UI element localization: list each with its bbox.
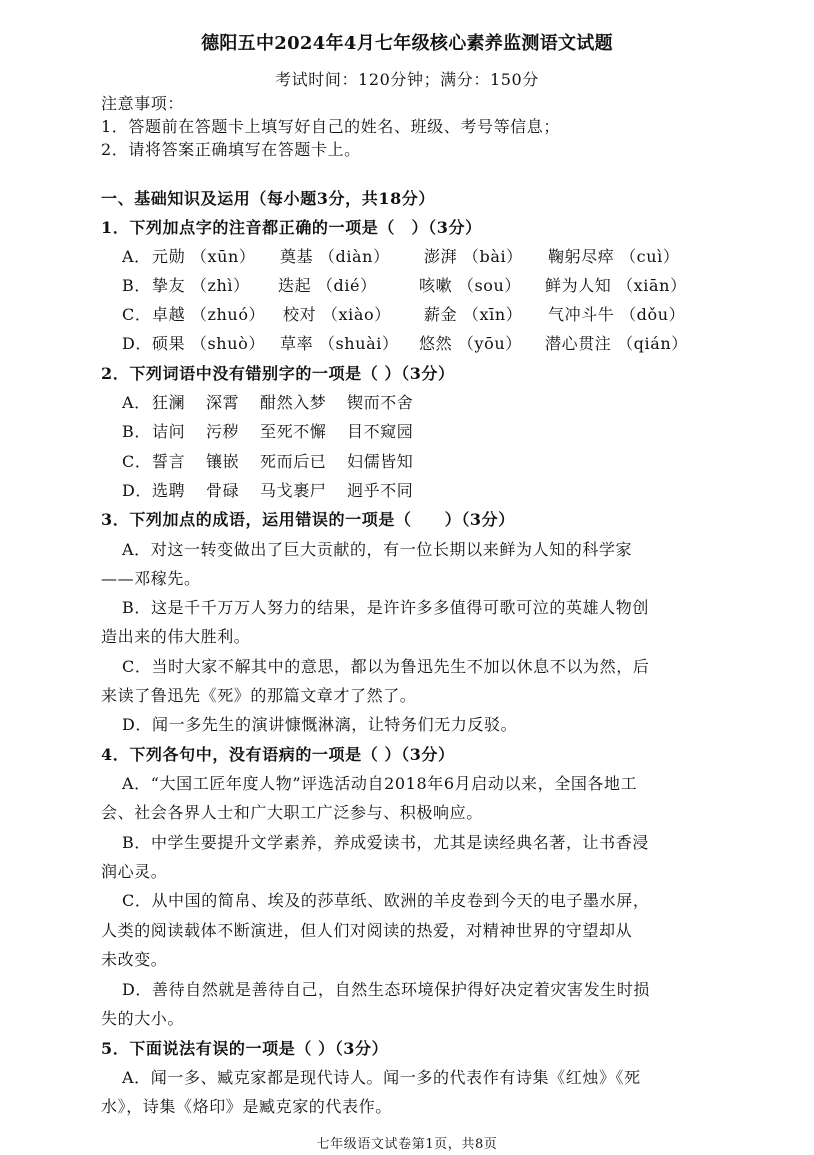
option-item: 卓越 （zhuó） xyxy=(152,305,266,324)
notice-heading: 注意事项： xyxy=(101,94,185,113)
option-label: A． xyxy=(122,393,151,412)
option-item: 锲而不舍 xyxy=(347,393,414,412)
option-item: 骨碌 xyxy=(206,481,240,500)
question-3-text-line: D．闻一多先生的演讲慷慨淋漓，让特务们无力反驳。 xyxy=(122,715,518,734)
option-item: 挚友 （zhì） xyxy=(152,276,250,295)
question-2-option-b xyxy=(122,422,542,442)
option-item: 妇儒皆知 xyxy=(347,452,414,471)
question-4-stem: 4．下列各句中，没有语病的一项是（ ）（3分） xyxy=(101,745,455,764)
option-item: 酣然入梦 xyxy=(260,393,327,412)
option-item: 咳嗽 （sou） xyxy=(419,276,522,295)
exam-info: 考试时间：120分钟；满分：150分 xyxy=(275,70,539,89)
option-item: 目不窥园 xyxy=(347,422,414,441)
option-label: A． xyxy=(122,247,151,266)
question-4-text-line: 未改变。 xyxy=(101,950,168,969)
notice-item-1: 1．答题前在答题卡上填写好自己的姓名、班级、考号等信息； xyxy=(101,117,560,136)
question-2-stem: 2．下列词语中没有错别字的一项是（ ）（3分） xyxy=(101,364,455,383)
question-2-option-d xyxy=(122,481,542,501)
option-item: 鞠躬尽瘁 （cuì） xyxy=(548,247,680,266)
question-4-text-line: C．从中国的简帛、埃及的莎草纸、欧洲的羊皮卷到今天的电子墨水屏， xyxy=(122,891,650,910)
option-item: 至死不懈 xyxy=(260,422,327,441)
option-item: 悠然 （yōu） xyxy=(419,334,522,353)
option-item: 硕果 （shuò） xyxy=(152,334,265,353)
option-item: 奠基 （diàn） xyxy=(280,247,390,266)
option-item: 誓言 xyxy=(152,452,186,471)
option-item: 马戈裹尸 xyxy=(260,481,327,500)
question-4-text-line: D．善待自然就是善待自己，自然生态环境保护得好决定着灾害发生时损 xyxy=(122,980,651,999)
option-item: 元勋 （xūn） xyxy=(152,247,256,266)
page-title: 德阳五中2024年4月七年级核心素养监测语文试题 xyxy=(201,33,613,54)
question-3-text-line: 来读了鲁迅先《死》的那篇文章才了然了。 xyxy=(101,686,417,705)
question-4-text-line: 润心灵。 xyxy=(101,862,168,881)
option-item: 污秽 xyxy=(206,422,240,441)
question-3-text-line: 造出来的伟大胜利。 xyxy=(101,627,251,646)
option-item: 气冲斗牛 （dǒu） xyxy=(548,305,686,324)
question-4-text-line: 会、社会各界人士和广大职工广泛参与、积极响应。 xyxy=(101,803,483,822)
option-item: 校对 （xiào） xyxy=(283,305,391,324)
option-item: 深霄 xyxy=(206,393,240,412)
option-item: 镶嵌 xyxy=(206,452,240,471)
option-item: 薪金 （xīn） xyxy=(424,305,523,324)
option-label: B． xyxy=(122,276,151,295)
option-label: B． xyxy=(122,422,151,441)
question-3-stem: 3．下列加点的成语，运用错误的一项是（ ）（3分） xyxy=(101,510,515,529)
question-1-stem: 1．下列加点字的注音都正确的一项是（ ）（3分） xyxy=(101,218,482,237)
question-1-option-c xyxy=(122,305,702,325)
question-1-option-b xyxy=(122,276,702,296)
question-4-text-line: A．“大国工匠年度人物”评选活动自2018年6月启动以来，全国各地工 xyxy=(122,774,638,793)
option-item: 迭起 （dié） xyxy=(278,276,377,295)
question-4-text-line: 人类的阅读载体不断演进，但人们对阅读的热爱，对精神世界的守望却从 xyxy=(101,921,633,940)
question-5-text-line: A．闻一多、臧克家都是现代诗人。闻一多的代表作有诗集《红烛》《死 xyxy=(122,1068,641,1087)
question-1-option-a xyxy=(122,247,702,267)
question-4-text-line: 失的大小。 xyxy=(101,1009,185,1028)
question-2-option-c xyxy=(122,452,542,472)
option-item: 潜心贯注 （qián） xyxy=(545,334,688,353)
option-item: 迥乎不同 xyxy=(347,481,414,500)
option-item: 鲜为人知 （xiān） xyxy=(545,276,687,295)
question-3-text-line: ——邓稼先。 xyxy=(101,569,201,588)
question-2-option-a xyxy=(122,393,542,413)
option-label: C． xyxy=(122,305,152,324)
option-item: 狂澜 xyxy=(152,393,186,412)
option-label: D． xyxy=(122,481,153,500)
option-item: 选聘 xyxy=(152,481,186,500)
option-item: 死而后已 xyxy=(260,452,327,471)
page-footer: 七年级语文试卷第1页，共8页 xyxy=(316,1137,498,1152)
option-label: C． xyxy=(122,452,152,471)
question-3-text-line: C．当时大家不解其中的意思，都以为鲁迅先生不加以休息不以为然，后 xyxy=(122,657,650,676)
option-item: 诘问 xyxy=(152,422,186,441)
question-1-option-d xyxy=(122,334,702,354)
option-label: D． xyxy=(122,334,153,353)
option-item: 澎湃 （bài） xyxy=(424,247,523,266)
question-5-stem: 5．下面说法有误的一项是（ ）（3分） xyxy=(101,1039,389,1058)
question-3-text-line: A．对这一转变做出了巨大贡献的，有一位长期以来鲜为人知的科学家 xyxy=(122,540,633,559)
notice-item-2: 2．请将答案正确填写在答题卡上。 xyxy=(101,140,361,159)
option-item: 草率 （shuài） xyxy=(280,334,399,353)
question-3-text-line: B．这是千千万万人努力的结果，是许许多多值得可歌可泣的英雄人物创 xyxy=(122,598,649,617)
question-5-text-line: 水》，诗集《烙印》是臧克家的代表作。 xyxy=(101,1097,392,1116)
question-4-text-line: B．中学生要提升文学素养，养成爱读书，尤其是读经典名著，让书香浸 xyxy=(122,833,649,852)
section-heading: 一、基础知识及运用（每小题3分，共18分） xyxy=(101,189,435,208)
